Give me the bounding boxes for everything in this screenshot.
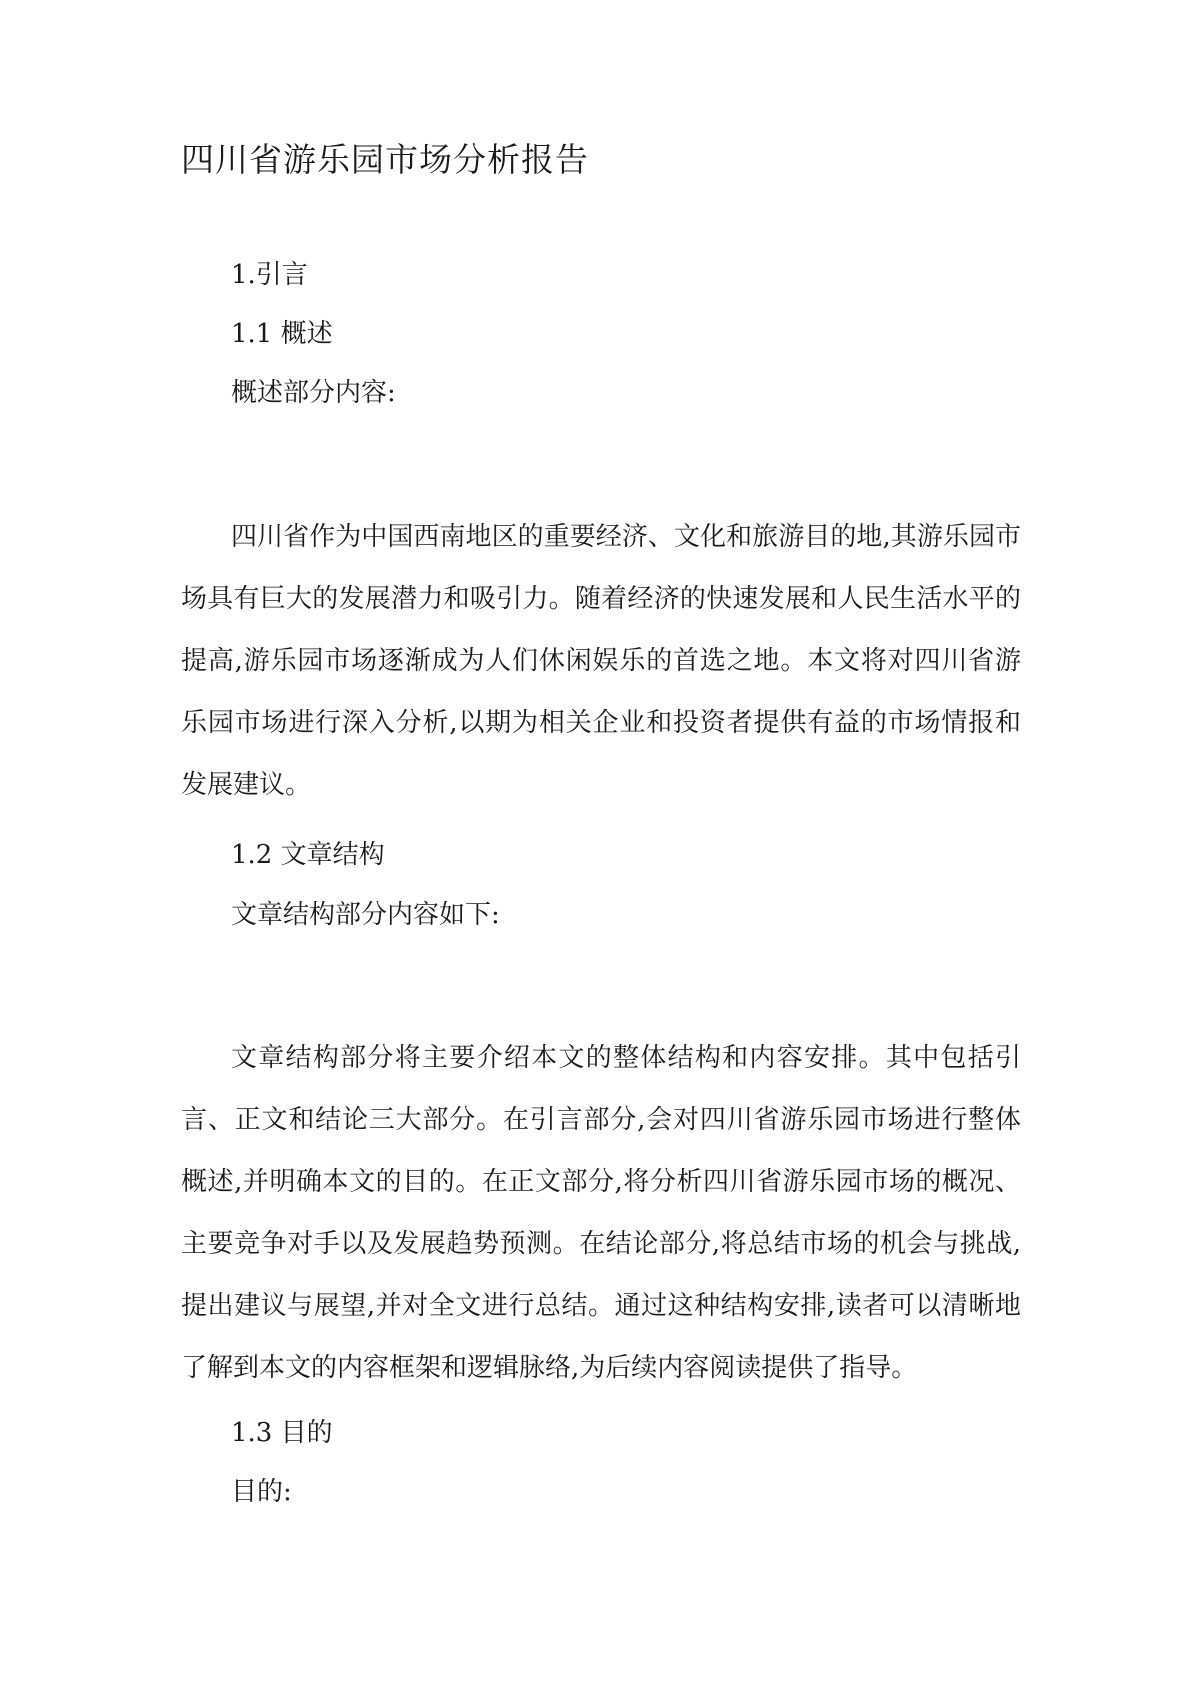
section-heading-1-2: 1.2 文章结构 — [231, 840, 385, 870]
document-title: 四川省游乐园市场分析报告 — [181, 140, 589, 179]
section-1-3-intro: 目的: — [231, 1477, 292, 1507]
section-heading-1-1: 1.1 概述 — [231, 319, 333, 349]
section-1-2-intro: 文章结构部分内容如下: — [231, 900, 500, 930]
section-1-2-paragraph: 文章结构部分将主要介绍本文的整体结构和内容安排。其中包括引言、正文和结论三大部分。在引言部分,会对四川省游乐园市场进行整体概述,并明确本文的目的。在正文部分,将分析四川省游乐园市场的概况、主要竞争对手以及发展趋势预测。在结论部分,将总结市场的机会与挑战,提出建议与展望,并对全文进行总结。通过这种结构安排,读者可以清晰地了解到本文的内容框架和逻辑脉络,为后续内容阅读提供了指导。 — [181, 1043, 1021, 1383]
section-heading-1-3: 1.3 目的 — [231, 1418, 333, 1448]
section-1-1-paragraph: 四川省作为中国西南地区的重要经济、文化和旅游目的地,其游乐园市场具有巨大的发展潜力和吸引力。随着经济的快速发展和人民生活水平的提高,游乐园市场逐渐成为人们休闲娱乐的首选之地。本文将对四川省游乐园市场进行深入分析,以期为相关企业和投资者提供有益的市场情报和发展建议。 — [181, 522, 1021, 800]
section-heading-1: 1.引言 — [231, 260, 308, 290]
section-1-1-intro: 概述部分内容: — [231, 378, 396, 408]
